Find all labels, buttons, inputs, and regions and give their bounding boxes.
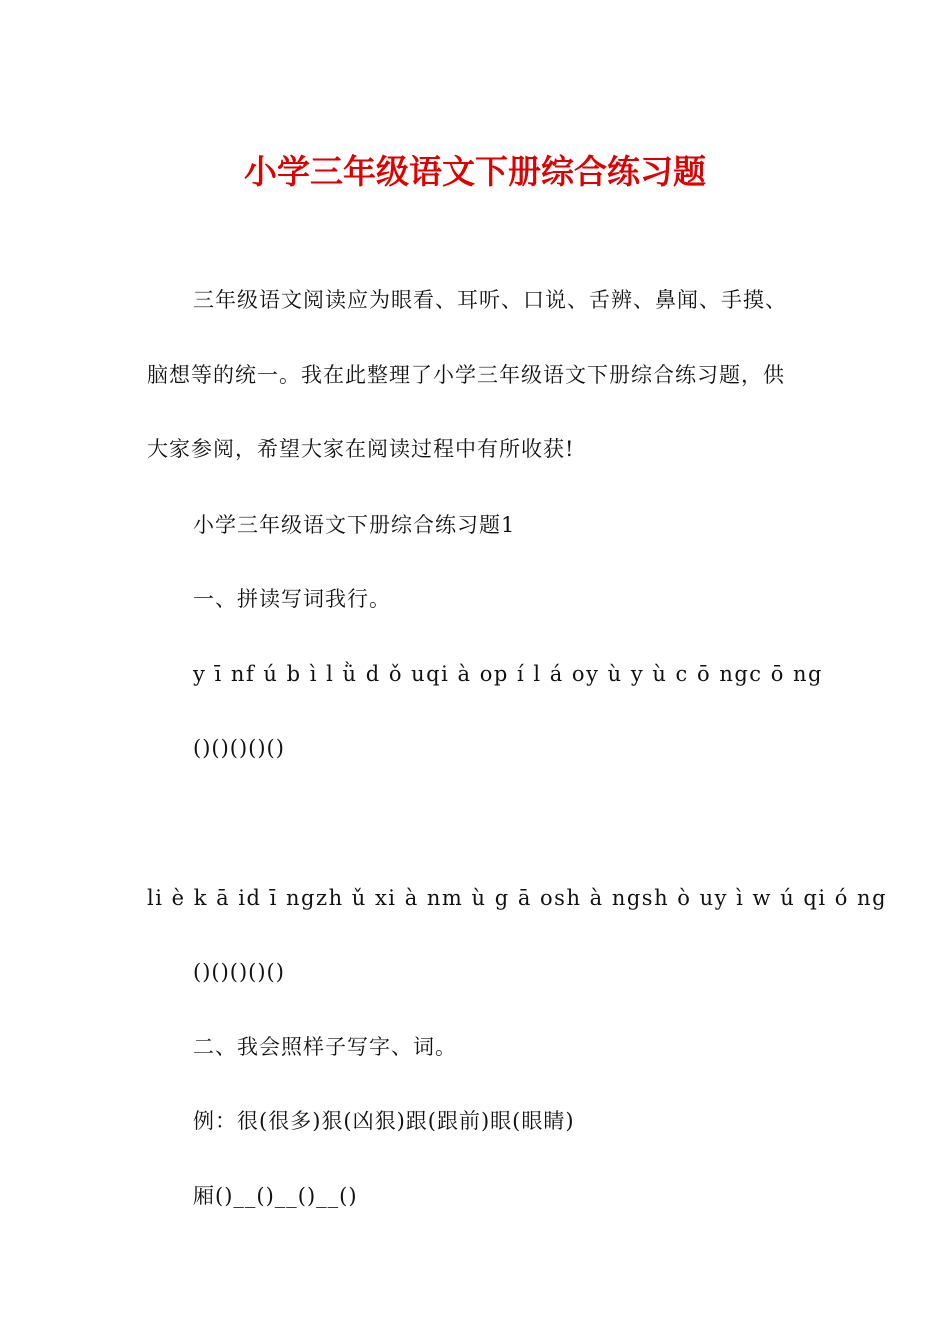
pinyin-line-1: y ī nf ú b ì l ǜ d ǒ uqi à op í l á oy ù y ù c ō ngc ō ng xyxy=(193,662,824,686)
pinyin-line-2: li è k ā id ī ngzh ǔ xi à nm ù g ā osh à ngsh ò uy ì w ú qi ó ng xyxy=(147,886,888,910)
blanks-line-2: ()()()()() xyxy=(193,960,285,984)
page-title: 小学三年级语文下册综合练习题 xyxy=(244,152,706,191)
example-line: 例：很(很多)狠(凶狠)跟(跟前)眼(眼睛) xyxy=(193,1109,575,1133)
part1-heading: 一、拼读写词我行。 xyxy=(193,587,391,611)
blanks-line-1: ()()()()() xyxy=(193,736,285,760)
intro-paragraph: 三年级语文阅读应为眼看、耳听、口说、舌辨、鼻闻、手摸、脑想等的统一。我在此整理了小学三年级语文下册综合练习题，供大家参阅，希望大家在阅读过程中有所收获! xyxy=(147,288,787,461)
part2-heading: 二、我会照样子写字、词。 xyxy=(193,1035,457,1059)
exercise-line: 厢()__()__()__() xyxy=(193,1184,358,1208)
section-heading: 小学三年级语文下册综合练习题1 xyxy=(193,513,516,537)
